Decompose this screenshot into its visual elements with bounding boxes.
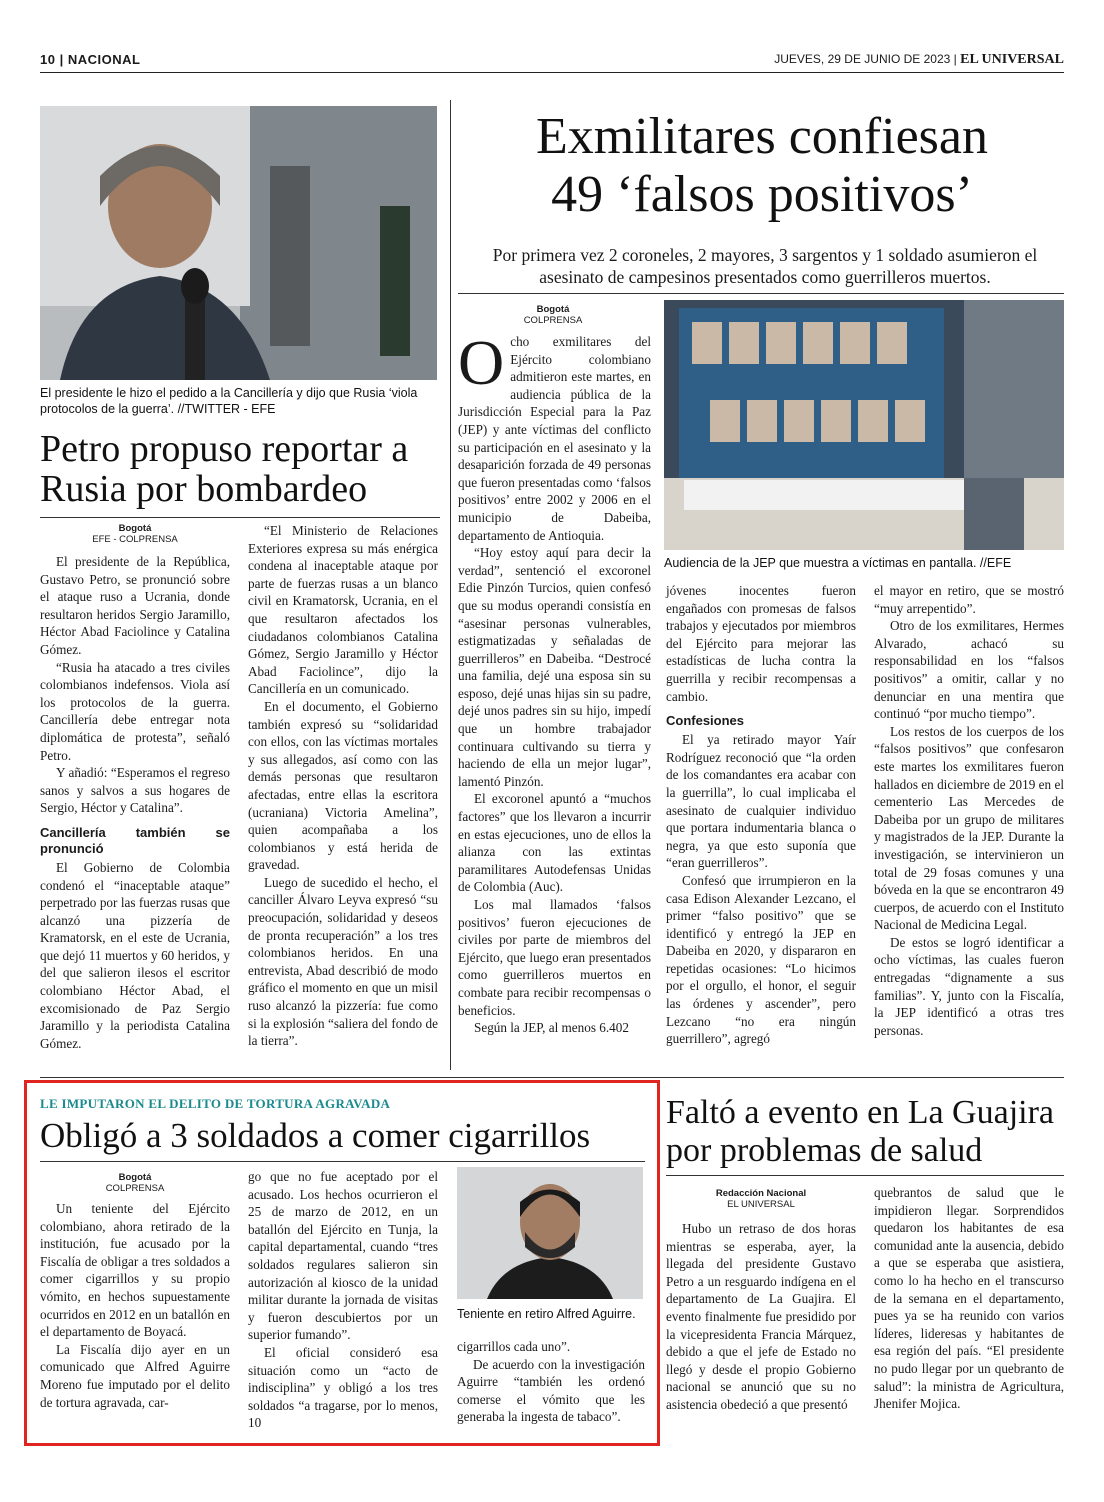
paragraph: “Hoy estoy aquí para decir la verdad”, sentenció el excoronel Edie Pinzón Turcios, quien confesó que su modus operandi consistía en “asesinar personas vulnerables, estigmatizadas y señaladas de guerrilleros” en Dabeiba. “Destrocé una familia, dejé una esposa sin su esposo, dejé unas hijas sin su padre, dejé unos padres sin su hijo, impedí que un hombre trabajador continuara cultivando su tierra y haciendo de ella un mejor lugar”, lamentó Pinzón. bbox=[458, 545, 651, 789]
falsos-column-1 bbox=[458, 327, 651, 1037]
cigarrillos-kicker: LE IMPUTARON EL DELITO DE TORTURA AGRAVADA bbox=[40, 1096, 391, 1111]
section-divider bbox=[40, 1077, 1064, 1078]
paragraph: jóvenes inocentes fueron engañados con promesas de falsos trabajos y ejecutados por miembros del Ejército para mejorar las estadísticas de lucha contra la guerrilla y recibir recompensas a cambio. bbox=[666, 583, 856, 704]
header-rule bbox=[40, 72, 1064, 73]
paragraph: Hubo un retraso de dos horas mientras se esperaba, ayer, la llegada del presidente Gustavo Petro a un resguardo indígena en el departamento de La Guajira. El evento finalmente fue presidido por la vicepresidenta Francia Márquez, debido a que el jefe de Estado no llegó y desde el propio Gobierno nacional se anunció que su no asistencia obedeció a que presentó bbox=[666, 1221, 856, 1412]
subhead: Confesiones bbox=[666, 713, 745, 729]
falsos-byline: Bogotá COLPRENSA bbox=[523, 304, 583, 326]
cigarrillos-headline-rule bbox=[40, 1161, 645, 1162]
paragraph: Según la JEP, al menos 6.402 bbox=[474, 1020, 629, 1036]
paragraph: “El Ministerio de Relaciones Exteriores expresa su más enérgica condena al inaceptable ataque por parte de fuerzas rusas a un blanco civil en Kramatorsk, Ucrania, en el que resultaron afectados los ciudadanos colombianos Catalina Gómez, Sergio Jaramillo y Héctor Abad Faciolince”, dijo la Cancillería en un comunicado. bbox=[248, 523, 438, 697]
paragraph: De estos se logró identificar a ocho víctimas, las cuales fueron entregadas “dignamente a sus familias”. Y, junto con la Fiscalía, la JEP identificó a otras tres personas. bbox=[874, 934, 1064, 1038]
petro-byline: Bogotá EFE - COLPRENSA bbox=[92, 523, 178, 545]
paragraph: En el documento, el Gobierno también expresó su “solidaridad con ellos, con las víctimas mortales y sus allegados, así como con las demás personas que resultaron afectadas, entre ellas la escritora (ucraniana) Victoria Amelina”, quien acompañaba a los colombianos y está herida de gravedad. bbox=[248, 698, 438, 873]
paragraph: quebrantos de salud que le impidieron llegar. Sorprendidos quedaron los habitantes de esa comunidad ante la ausencia, debido a que se esperaba que asistiera, como lo ha hecho en el transcurso de la semana en el departamento, pues ya se ha reunido con varios líderes, lideresas y habitantes de esa región del país. “El presidente no pudo llegar por un quebranto de salud”: la ministra de Agricultura, Jhenifer Mojica. bbox=[874, 1185, 1064, 1412]
paragraph: El presidente de la República, Gustavo Petro, se pronunció sobre el ataque ruso a Ucrania, donde resultaron heridos Sergio Jaramillo, Héctor Abad Faciolince y Catalina Gómez. bbox=[40, 554, 230, 657]
dateline: JUEVES, 29 DE JUNIO DE 2023 | EL UNIVERSAL bbox=[774, 52, 1064, 67]
cigarrillos-column-2 bbox=[248, 1168, 438, 1432]
page-number: 10 bbox=[40, 52, 56, 67]
paragraph: De acuerdo con la investigación Aguirre “también les ordenó comerse el vómito que les generaba la ingesta de tabaco”. bbox=[457, 1356, 645, 1425]
falsos-photo bbox=[664, 300, 1064, 550]
page-section-label: 10 | NACIONAL bbox=[40, 52, 141, 67]
paragraph: El Gobierno de Colombia condenó el “inaceptable ataque” perpetrado por las fuerzas rusas que alcanzó una pizzería de Kramatorsk, en el este de Ucrania, que dejó 11 muertos y 60 heridos, y del que salieron ilesos el escritor colombiano Héctor Abad, el excomisionado de Paz Sergio Jaramillo y la periodista Catalina Gómez. bbox=[40, 859, 230, 1051]
falsos-deck: Por primera vez 2 coroneles, 2 mayores, 3 sargentos y 1 soldado asumieron el asesinato de campesinos presentados como guerrilleros muertos. bbox=[492, 245, 1038, 287]
petro-headline: Petro propuso reportar a Rusia por bombardeo bbox=[40, 428, 409, 510]
column-divider bbox=[450, 100, 451, 1070]
cigarrillos-column-1 bbox=[40, 1200, 230, 1411]
petro-headline-rule bbox=[40, 517, 440, 518]
paragraph: Y añadió: “Esperamos el regreso sanos y salvos a sus hogares de Sergio, Héctor y Catalina”. bbox=[40, 765, 230, 816]
portrait-photo-icon bbox=[457, 1167, 643, 1299]
cigarrillos-column-3 bbox=[457, 1338, 645, 1426]
guajira-headline-rule bbox=[666, 1175, 1064, 1176]
paragraph: Confesó que irrumpieron en la casa Edison Alexander Lezcano, el primer “falso positivo” que se identificó y entregó la JEP en Dabeiba en 2020, y dispararon en repetidas ocasiones: “Lo hicimos por el orgullo, el honor, el seguir las órdenes y ascender”, pero Lezcano “no era ningún guerrillero”, agregó bbox=[666, 872, 856, 1047]
subhead: Cancillería también se pronunció bbox=[40, 824, 230, 856]
paragraph: cigarrillos cada uno”. bbox=[457, 1339, 571, 1354]
paragraph: Un teniente del Ejército colombiano, ahora retirado de la institución, fue acusado por la Fiscalía de obligar a tres soldados a comer cigarrillos y su propio vómito, en hechos supuestamente ocurridos en 2012 en un batallón en el departamento de Boyacá. bbox=[40, 1201, 230, 1340]
falsos-photo-caption: Audiencia de la JEP que muestra a víctimas en pantalla. //EFE bbox=[664, 556, 1012, 570]
paragraph: Los restos de los cuerpos de los “falsos positivos” que confesaron este martes los exmilitares fueron hallados en diciembre de 2019 en el cementerio Las Mercedes de Dabeiba por un grupo de militares y magistrados de la JEP. Durante la investigación, se intervinieron un total de 29 fosas comunes y una bóveda en la que se encontraron 49 cuerpos, de acuerdo con el Instituto Nacional de Medicina Legal. bbox=[874, 723, 1064, 933]
paragraph: Los mal llamados ‘falsos positivos’ fueron ejecuciones de civiles por parte de miembros del Ejército, que luego eran presentados como guerrilleros muertos en combate para recibir recompensas o beneficios. bbox=[458, 897, 651, 1018]
section-name: NACIONAL bbox=[67, 52, 141, 67]
paragraph: “Rusia ha atacado a tres civiles colombianos indefensos. Viola así los protocolos de la guerra. Cancillería debe entregar nota diplomática de protesta”, señaló Petro. bbox=[40, 659, 230, 763]
paragraph: El excoronel apuntó a “muchos factores” que los llevaron a incurrir en estas ejecuciones, uno de ellos la alianza con las extintas paramilitares Autodefensas Unidas de Colombia (Auc). bbox=[458, 791, 651, 895]
courtroom-photo-icon bbox=[664, 300, 1064, 550]
cigarrillos-headline: Obligó a 3 soldados a comer cigarrillos bbox=[40, 1116, 591, 1155]
guajira-column-2 bbox=[874, 1184, 1064, 1413]
paragraph: go que no fue aceptado por el acusado. Los hechos ocurrieron el 25 de marzo de 2012, en un batallón del Ejército en Tunja, la capital departamental, cuando “tres soldados regulares salieron sin autorización al kiosco de la unidad militar durante la jornada de visitas y fueron descubiertos por un superior fumando”. bbox=[248, 1169, 438, 1343]
guajira-column-1 bbox=[666, 1220, 856, 1414]
falsos-column-3 bbox=[874, 582, 1064, 1039]
guajira-headline: Faltó a evento en La Guajira por problemas de salud bbox=[666, 1094, 1055, 1169]
petro-photo-caption: El presidente le hizo el pedido a la Cancillería y dijo que Rusia ‘viola protocolos de la guerra’. //TWITTER - EFE bbox=[40, 386, 418, 416]
petro-photo bbox=[40, 106, 437, 380]
drop-cap: O bbox=[458, 327, 505, 398]
guajira-byline: Redacción Nacional EL UNIVERSAL bbox=[715, 1188, 807, 1210]
falsos-deck-rule bbox=[458, 293, 1064, 294]
paragraph: el mayor en retiro, que se mostró “muy arrepentido”. bbox=[874, 583, 1064, 616]
issue-date: JUEVES, 29 DE JUNIO DE 2023 bbox=[774, 52, 951, 66]
petro-photo-illustration bbox=[40, 106, 437, 380]
falsos-column-2 bbox=[666, 582, 856, 1048]
falsos-headline: Exmilitares confiesan 49 ‘falsos positivos’ bbox=[536, 108, 988, 223]
paragraph: El oficial consideró esa situación como un “acto de indisciplina” y obligó a los tres soldados “a tragarse, por lo menos, 10 bbox=[248, 1344, 438, 1431]
paragraph: Otro de los exmilitares, Hermes Alvarado, achacó su responsabilidad en los “falsos positivos” a omitir, callar y no denunciar en una mentira que continuó “por mucho tiempo”. bbox=[874, 618, 1064, 722]
paper-name: EL UNIVERSAL bbox=[960, 52, 1064, 67]
lead-paragraph: cho exmilitares del Ejército colombiano admitieron este martes, en audiencia pública de la Jurisdicción Especial para la Paz (JEP) y ante víctimas del conflicto su participación en el asesinato y la desaparición forzada de 49 personas que fueron presentadas como ‘falsos positivos’ entre 2002 y 2006 en el municipio de Dabeiba, departamento de Antioquia. bbox=[458, 334, 651, 543]
aguirre-photo-caption: Teniente en retiro Alfred Aguirre. bbox=[457, 1307, 636, 1321]
petro-column-1 bbox=[40, 553, 230, 1052]
petro-column-2 bbox=[248, 522, 438, 1050]
paragraph: Luego de sucedido el hecho, el canciller Álvaro Leyva expresó “su preocupación, solidaridad y deseos de pronta recuperación” a los tres colombianos heridos. En una entrevista, Abad describió de modo gráfico el momento en que un misil ruso alcanzó la pizzería: fue como si la explosión “saliera del fondo de la tierra”. bbox=[248, 874, 438, 1049]
cigarrillos-byline: Bogotá COLPRENSA bbox=[105, 1172, 165, 1194]
aguirre-photo bbox=[457, 1167, 643, 1299]
paragraph: El ya retirado mayor Yaír Rodríguez reconoció que “la orden de los comandantes era acabar con la guerrilla”, lo cual implicaba el asesinato de cualquier individuo que portara indumentaria blanca o negra, ya que esto suponía que “eran guerrilleros”. bbox=[666, 732, 856, 871]
paragraph: La Fiscalía dijo ayer en un comunicado que Alfred Aguirre Moreno fue imputado por el delito de tortura agravada, car- bbox=[40, 1341, 230, 1410]
